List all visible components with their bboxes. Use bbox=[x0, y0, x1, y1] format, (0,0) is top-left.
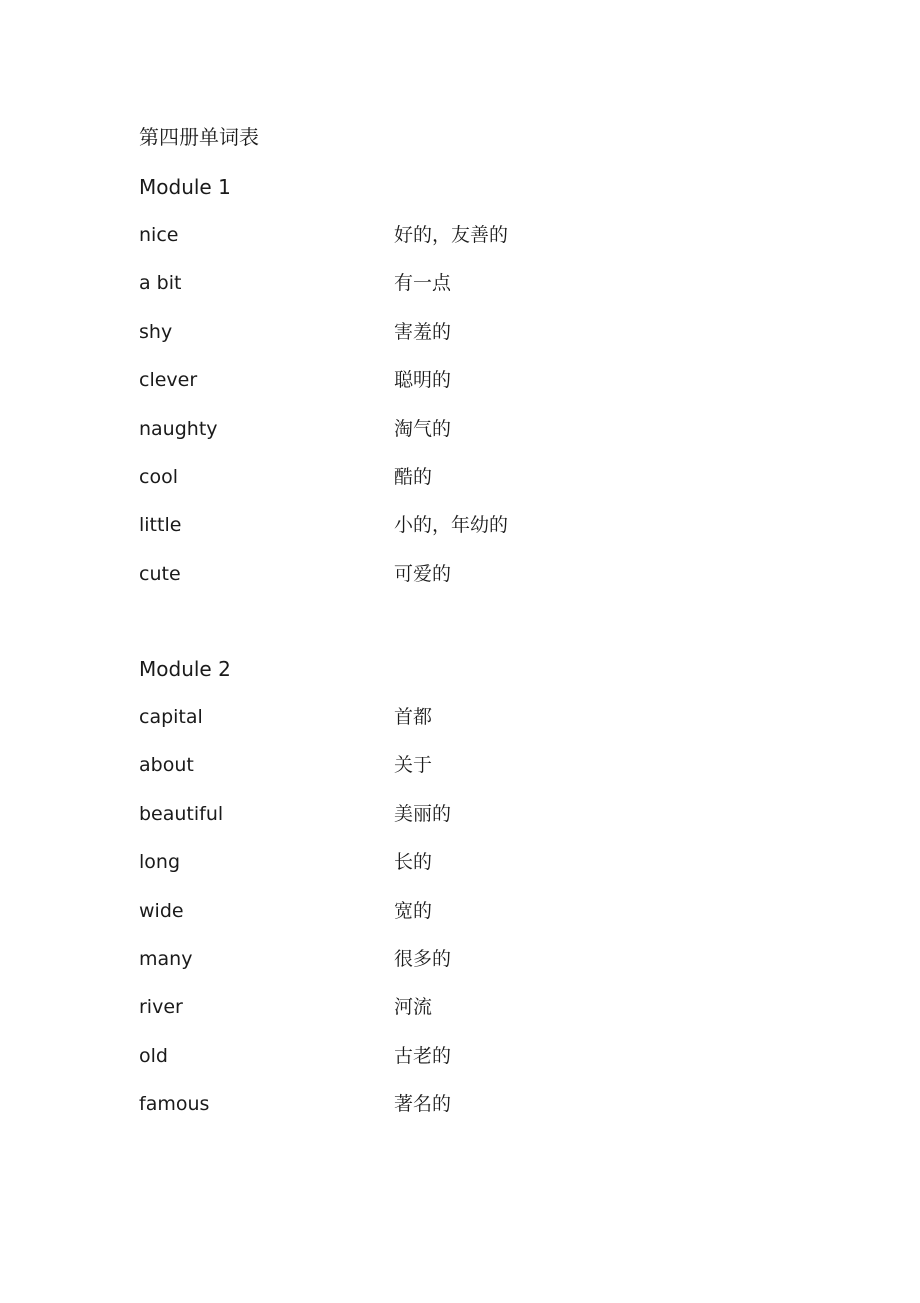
chinese-meaning: 小的，年幼的 bbox=[394, 514, 509, 537]
module-section bbox=[139, 174, 799, 609]
word-row bbox=[139, 1091, 799, 1139]
word-row bbox=[139, 367, 799, 415]
english-word: old bbox=[139, 1044, 168, 1067]
chinese-meaning: 害羞的 bbox=[394, 320, 452, 343]
chinese-meaning: 著名的 bbox=[394, 1093, 452, 1116]
english-word: cute bbox=[139, 562, 181, 585]
word-row bbox=[139, 704, 799, 752]
word-row bbox=[139, 319, 799, 367]
chinese-meaning: 好的，友善的 bbox=[394, 224, 509, 246]
english-word: about bbox=[139, 754, 194, 777]
chinese-meaning: 河流 bbox=[394, 996, 433, 1019]
english-word: a bit bbox=[139, 272, 182, 295]
english-word: shy bbox=[139, 320, 173, 343]
chinese-meaning: 宽的 bbox=[394, 899, 433, 922]
module-title: Module 2 bbox=[139, 657, 231, 681]
word-row bbox=[139, 994, 799, 1042]
word-row bbox=[139, 464, 799, 512]
english-word: cool bbox=[139, 465, 178, 488]
english-word: clever bbox=[139, 369, 198, 392]
chinese-meaning: 酷的 bbox=[394, 465, 433, 488]
word-list bbox=[139, 222, 799, 609]
chinese-meaning: 首都 bbox=[394, 706, 433, 728]
word-row bbox=[139, 898, 799, 946]
module-section bbox=[139, 656, 799, 1140]
chinese-meaning: 关于 bbox=[394, 754, 433, 777]
word-row bbox=[139, 1043, 799, 1091]
document-title: 第四册单词表 bbox=[139, 125, 259, 149]
word-row bbox=[139, 561, 799, 609]
english-word: many bbox=[139, 947, 193, 970]
english-word: long bbox=[139, 851, 181, 874]
english-word: little bbox=[139, 514, 182, 537]
word-list bbox=[139, 704, 799, 1140]
chinese-meaning: 古老的 bbox=[394, 1044, 452, 1067]
english-word: capital bbox=[139, 706, 203, 728]
chinese-meaning: 美丽的 bbox=[394, 802, 452, 825]
word-row bbox=[139, 416, 799, 464]
word-row bbox=[139, 752, 799, 800]
module-title: Module 1 bbox=[139, 175, 231, 199]
chinese-meaning: 有一点 bbox=[394, 272, 452, 295]
english-word: river bbox=[139, 996, 183, 1019]
chinese-meaning: 淘气的 bbox=[394, 417, 452, 440]
chinese-meaning: 聪明的 bbox=[394, 369, 452, 392]
word-row bbox=[139, 946, 799, 994]
word-row bbox=[139, 222, 799, 270]
word-row bbox=[139, 270, 799, 318]
english-word: naughty bbox=[139, 417, 218, 440]
english-word: wide bbox=[139, 899, 184, 922]
word-row bbox=[139, 512, 799, 560]
english-word: nice bbox=[139, 224, 179, 246]
word-row bbox=[139, 849, 799, 897]
english-word: famous bbox=[139, 1093, 210, 1116]
english-word: beautiful bbox=[139, 802, 224, 825]
chinese-meaning: 很多的 bbox=[394, 947, 452, 970]
chinese-meaning: 长的 bbox=[394, 851, 433, 874]
chinese-meaning: 可爱的 bbox=[394, 562, 452, 585]
word-row bbox=[139, 801, 799, 849]
